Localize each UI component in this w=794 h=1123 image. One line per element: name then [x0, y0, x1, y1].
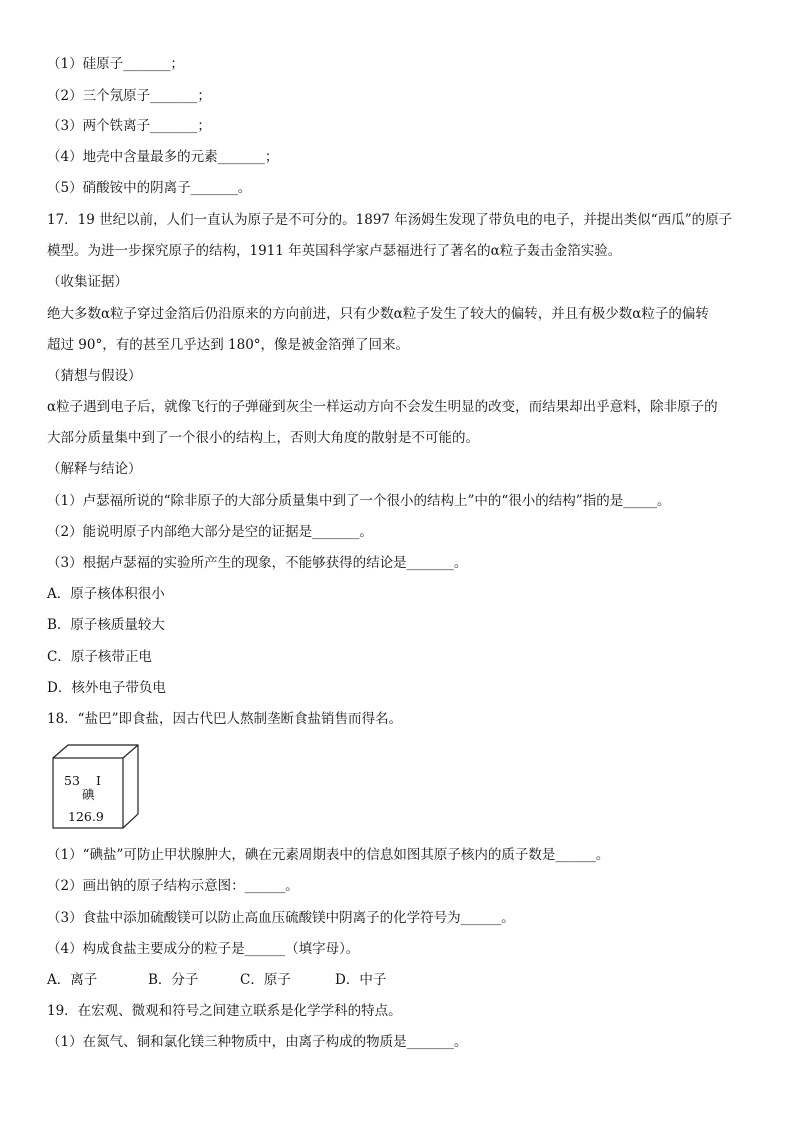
- q19-part-1: （1）在氮气、铜和氯化镁三种物质中，由离子构成的物质是_______。: [47, 1034, 468, 1050]
- q16-part-5: （5）硝酸铵中的阴离子_______。: [47, 180, 252, 196]
- element-atomic-number: 53: [64, 773, 80, 788]
- q18-part-3: （3）食盐中添加硫酸镁可以防止高血压硫酸镁中阴离子的化学符号为______。: [47, 910, 515, 926]
- q16-part-2: （2）三个氖原子_______；: [47, 88, 211, 104]
- q17-hypothesis-line-1: α粒子遇到电子后，就像飞行的子弹碰到灰尘一样运动方向不会发生明显的改变，而结果却出乎意料，除非原子的: [47, 399, 718, 415]
- q18-intro: 18．“盐巴”即食盐，因古代巴人熬制垄断食盐销售而得名。: [47, 711, 402, 727]
- q18-option-b: B．分子: [148, 972, 199, 988]
- q17-conclusion-1: （1）卢瑟福所说的“除非原子的大部分质量集中到了一个很小的结构上”中的“很小的结构”指的是_____。: [47, 493, 671, 509]
- q18-part-1: （1）“碘盐”可防止甲状腺肿大，碘在元素周期表中的信息如图其原子核内的质子数是______。: [47, 847, 610, 863]
- q17-hypothesis-heading: （猜想与假设）: [47, 368, 142, 384]
- q17-option-b: B．原子核质量较大: [47, 617, 165, 633]
- q17-option-a: A．原子核体积很小: [47, 586, 165, 602]
- q16-part-4: （4）地壳中含量最多的元素_______；: [47, 149, 279, 165]
- element-symbol: I: [96, 773, 101, 788]
- q16-part-1: （1）硅原子_______；: [47, 56, 184, 72]
- q18-part-2: （2）画出钠的原子结构示意图：______。: [47, 878, 299, 894]
- q17-evidence-line-1: 绝大多数α粒子穿过金箔后仍沿原来的方向前进，只有少数α粒子发生了较大的偏转，并且有极少数α粒子的偏转: [47, 306, 709, 322]
- q18-part-4: （4）构成食盐主要成分的粒子是______（填字母）。: [47, 941, 360, 957]
- element-name: 碘: [82, 787, 95, 802]
- q17-intro-line-1: 17．19 世纪以前，人们一直认为原子是不可分的。1897 年汤姆生发现了带负电的电子，并提出类似“西瓜”的原子: [47, 212, 733, 228]
- q17-evidence-heading: （收集证据）: [47, 274, 128, 290]
- q19-intro: 19．在宏观、微观和符号之间建立联系是化学学科的特点。: [47, 1003, 402, 1019]
- q17-conclusion-3: （3）根据卢瑟福的实验所产生的现象，不能够获得的结论是_______。: [47, 555, 468, 571]
- q18-option-d: D．中子: [335, 972, 387, 988]
- q17-option-c: C．原子核带正电: [47, 649, 152, 665]
- q17-evidence-line-2: 超过 90°，有的甚至几乎达到 180°，像是被金箔弹了回来。: [47, 337, 410, 353]
- q17-hypothesis-line-2: 大部分质量集中到了一个很小的结构上，否则大角度的散射是不可能的。: [47, 430, 479, 446]
- q17-intro-line-2: 模型。为进一步探究原子的结构，1911 年英国科学家卢瑟福进行了著名的α粒子轰击金箔实验。: [47, 243, 622, 259]
- q16-part-3: （3）两个铁离子_______；: [47, 118, 211, 134]
- q18-option-a: A．离子: [47, 972, 98, 988]
- element-atomic-mass: 126.9: [68, 809, 104, 824]
- q17-option-d: D．核外电子带负电: [47, 680, 166, 696]
- q18-options-row: [47, 970, 386, 990]
- q18-option-c: C．原子: [240, 972, 291, 988]
- q17-conclusion-heading: （解释与结论）: [47, 461, 142, 477]
- iodine-element-card: [52, 744, 140, 830]
- q17-conclusion-2: （2）能说明原子内部绝大部分是空的证据是_______。: [47, 524, 373, 540]
